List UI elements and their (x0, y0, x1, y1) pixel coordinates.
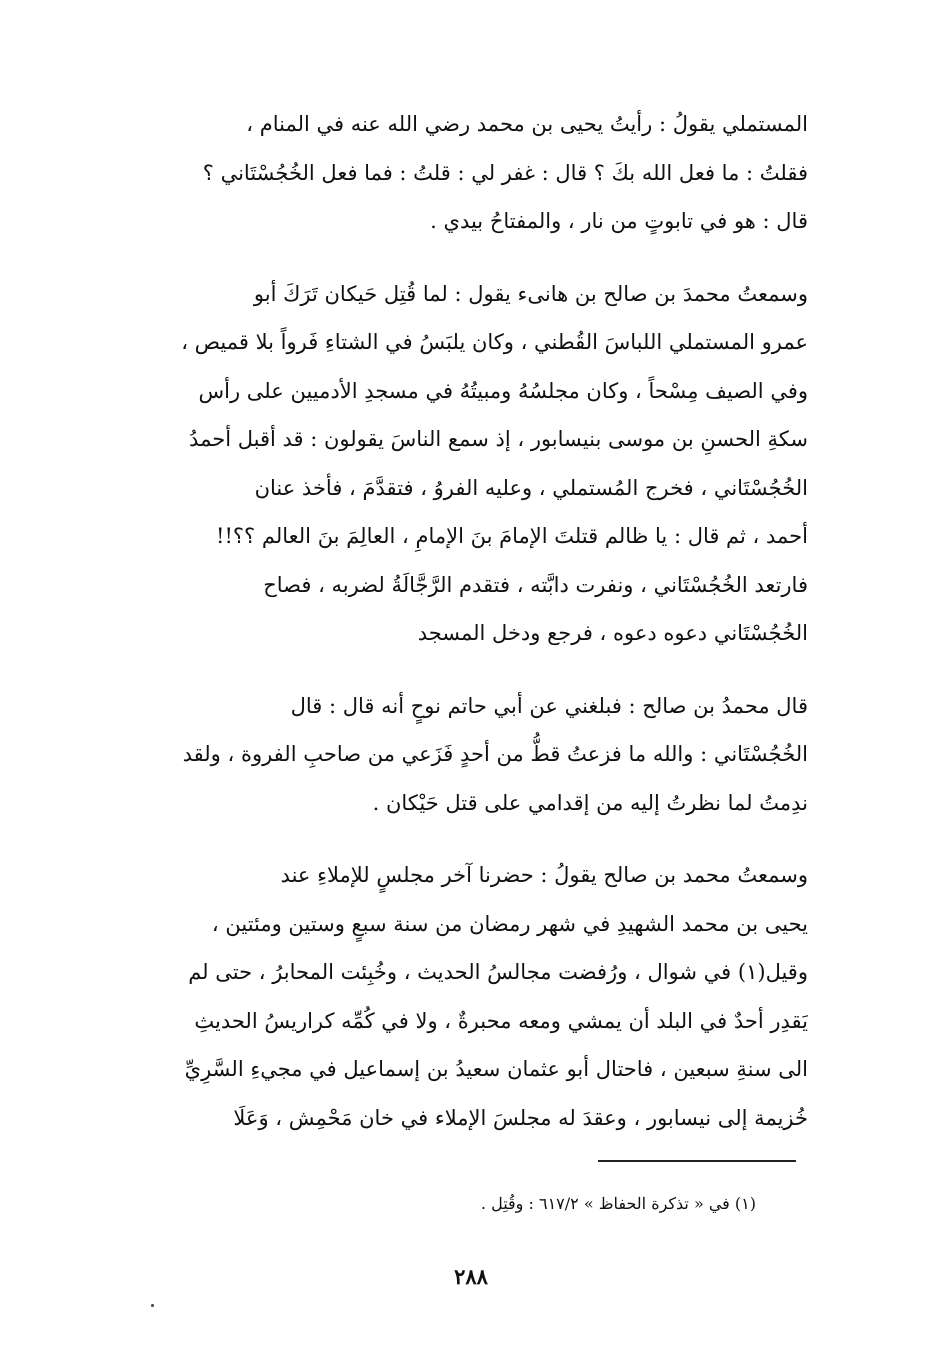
text-line: الخُجُسْتَاني دعوه دعوه ، فرجع ودخل المسجد (417, 621, 808, 645)
text-line: الى سنةِ سبعين ، فاحتال أبو عثمان سعيدُ بن إسماعيل في مجيءِ السَّرِيِّ (184, 1057, 808, 1081)
text-line: يحيى بن محمد الشهيدِ في شهر رمضان من سنة سبعٍ وستين ومئتين ، (211, 911, 808, 936)
page-number: ٢٨٨ (454, 1264, 488, 1289)
paragraph-4 (128, 851, 808, 1142)
text-line: يَقدِر أحدٌ في البلد أن يمشي ومعه محبرةٌ ، ولا في كُمِّه كراريسُ الحديثِ (194, 1008, 808, 1033)
text-line: وقيل(١) في شوال ، ورُفضت مجالسُ الحديث ، وخُبِئت المحابرُ ، حتى لم (188, 960, 808, 984)
text-line: وسمعتُ محمد بن صالح يقولُ : حضرنا آخر مجلسٍ للإملاءِ عند (280, 863, 808, 887)
scan-speck (151, 1304, 154, 1307)
text-line: قال : هو في تابوتٍ من نار ، والمفتاحُ بيدي . (430, 209, 808, 233)
text-line: فارتعد الخُجُسْتَاني ، ونفرت دابَّته ، فتقدم الرَّجَّالَةُ لضربه ، فصاح (263, 572, 808, 597)
text-line: سكةِ الحسنِ بن موسى بنيسابور ، إذ سمع الناسَ يقولون : قد أقبل أحمدُ (189, 427, 808, 451)
text-line: المستملي يقولُ : رأيتُ يحيى بن محمد رضي الله عنه في المنام ، (246, 112, 808, 136)
text-line: فقلتُ : ما فعل الله بكَ ؟ قال : غفر لي : قلتُ : فما فعل الخُجُسْتَاني ؟ (202, 160, 808, 185)
footnote-divider (598, 1160, 796, 1162)
text-line: أحمد ، ثم قال : يا ظالم قتلتَ الإمامَ بنَ الإمامِ ، العالِمَ بنَ العالم ؟؟!! (216, 524, 808, 548)
text-line: وسمعتُ محمدَ بن صالح بن هانىء يقول : لما قُتِل حَيكان تَرَكَ أبو (253, 281, 808, 306)
text-line: قال محمدُ بن صالح : فبلغني عن أبي حاتم نوحٍ أنه قال : قال (290, 693, 808, 718)
paragraph-1 (128, 100, 808, 246)
text-line: خُزيمة إلى نيسابور ، وعقدَ له مجلسَ الإملاء في خان مَحْمِش ، وَعَلَا (233, 1105, 808, 1130)
paragraph-2 (128, 270, 808, 658)
main-text (128, 100, 808, 1166)
text-line: عمرو المستملي اللباسَ القُطني ، وكان يلبَسُ في الشتاءِ فَرواً بلا قميص ، (181, 330, 808, 354)
text-line: الخُجُسْتَاني : والله ما فزعتُ قطُّ من أحدٍ فَزَعي من صاحبِ الفروة ، ولقد (182, 742, 808, 766)
text-line: ندِمتُ لما نظرتُ إليه من إقدامي على قتل حَيْكان . (372, 790, 808, 815)
text-line: الخُجُسْتَاني ، فخرج المُستملي ، وعليه الفروُ ، فتقدَّمَ ، فأخذ عنان (254, 475, 808, 500)
paragraph-3 (128, 682, 808, 828)
footnote: (١) في « تذكرة الحفاظ » ٦١٧/٢ : وقُتِل . (480, 1194, 756, 1213)
text-line: وفي الصيف مِسْحاً ، وكان مجلسُهُ ومبيتُهُ في مسجدِ الأدميين على رأس (198, 378, 808, 403)
